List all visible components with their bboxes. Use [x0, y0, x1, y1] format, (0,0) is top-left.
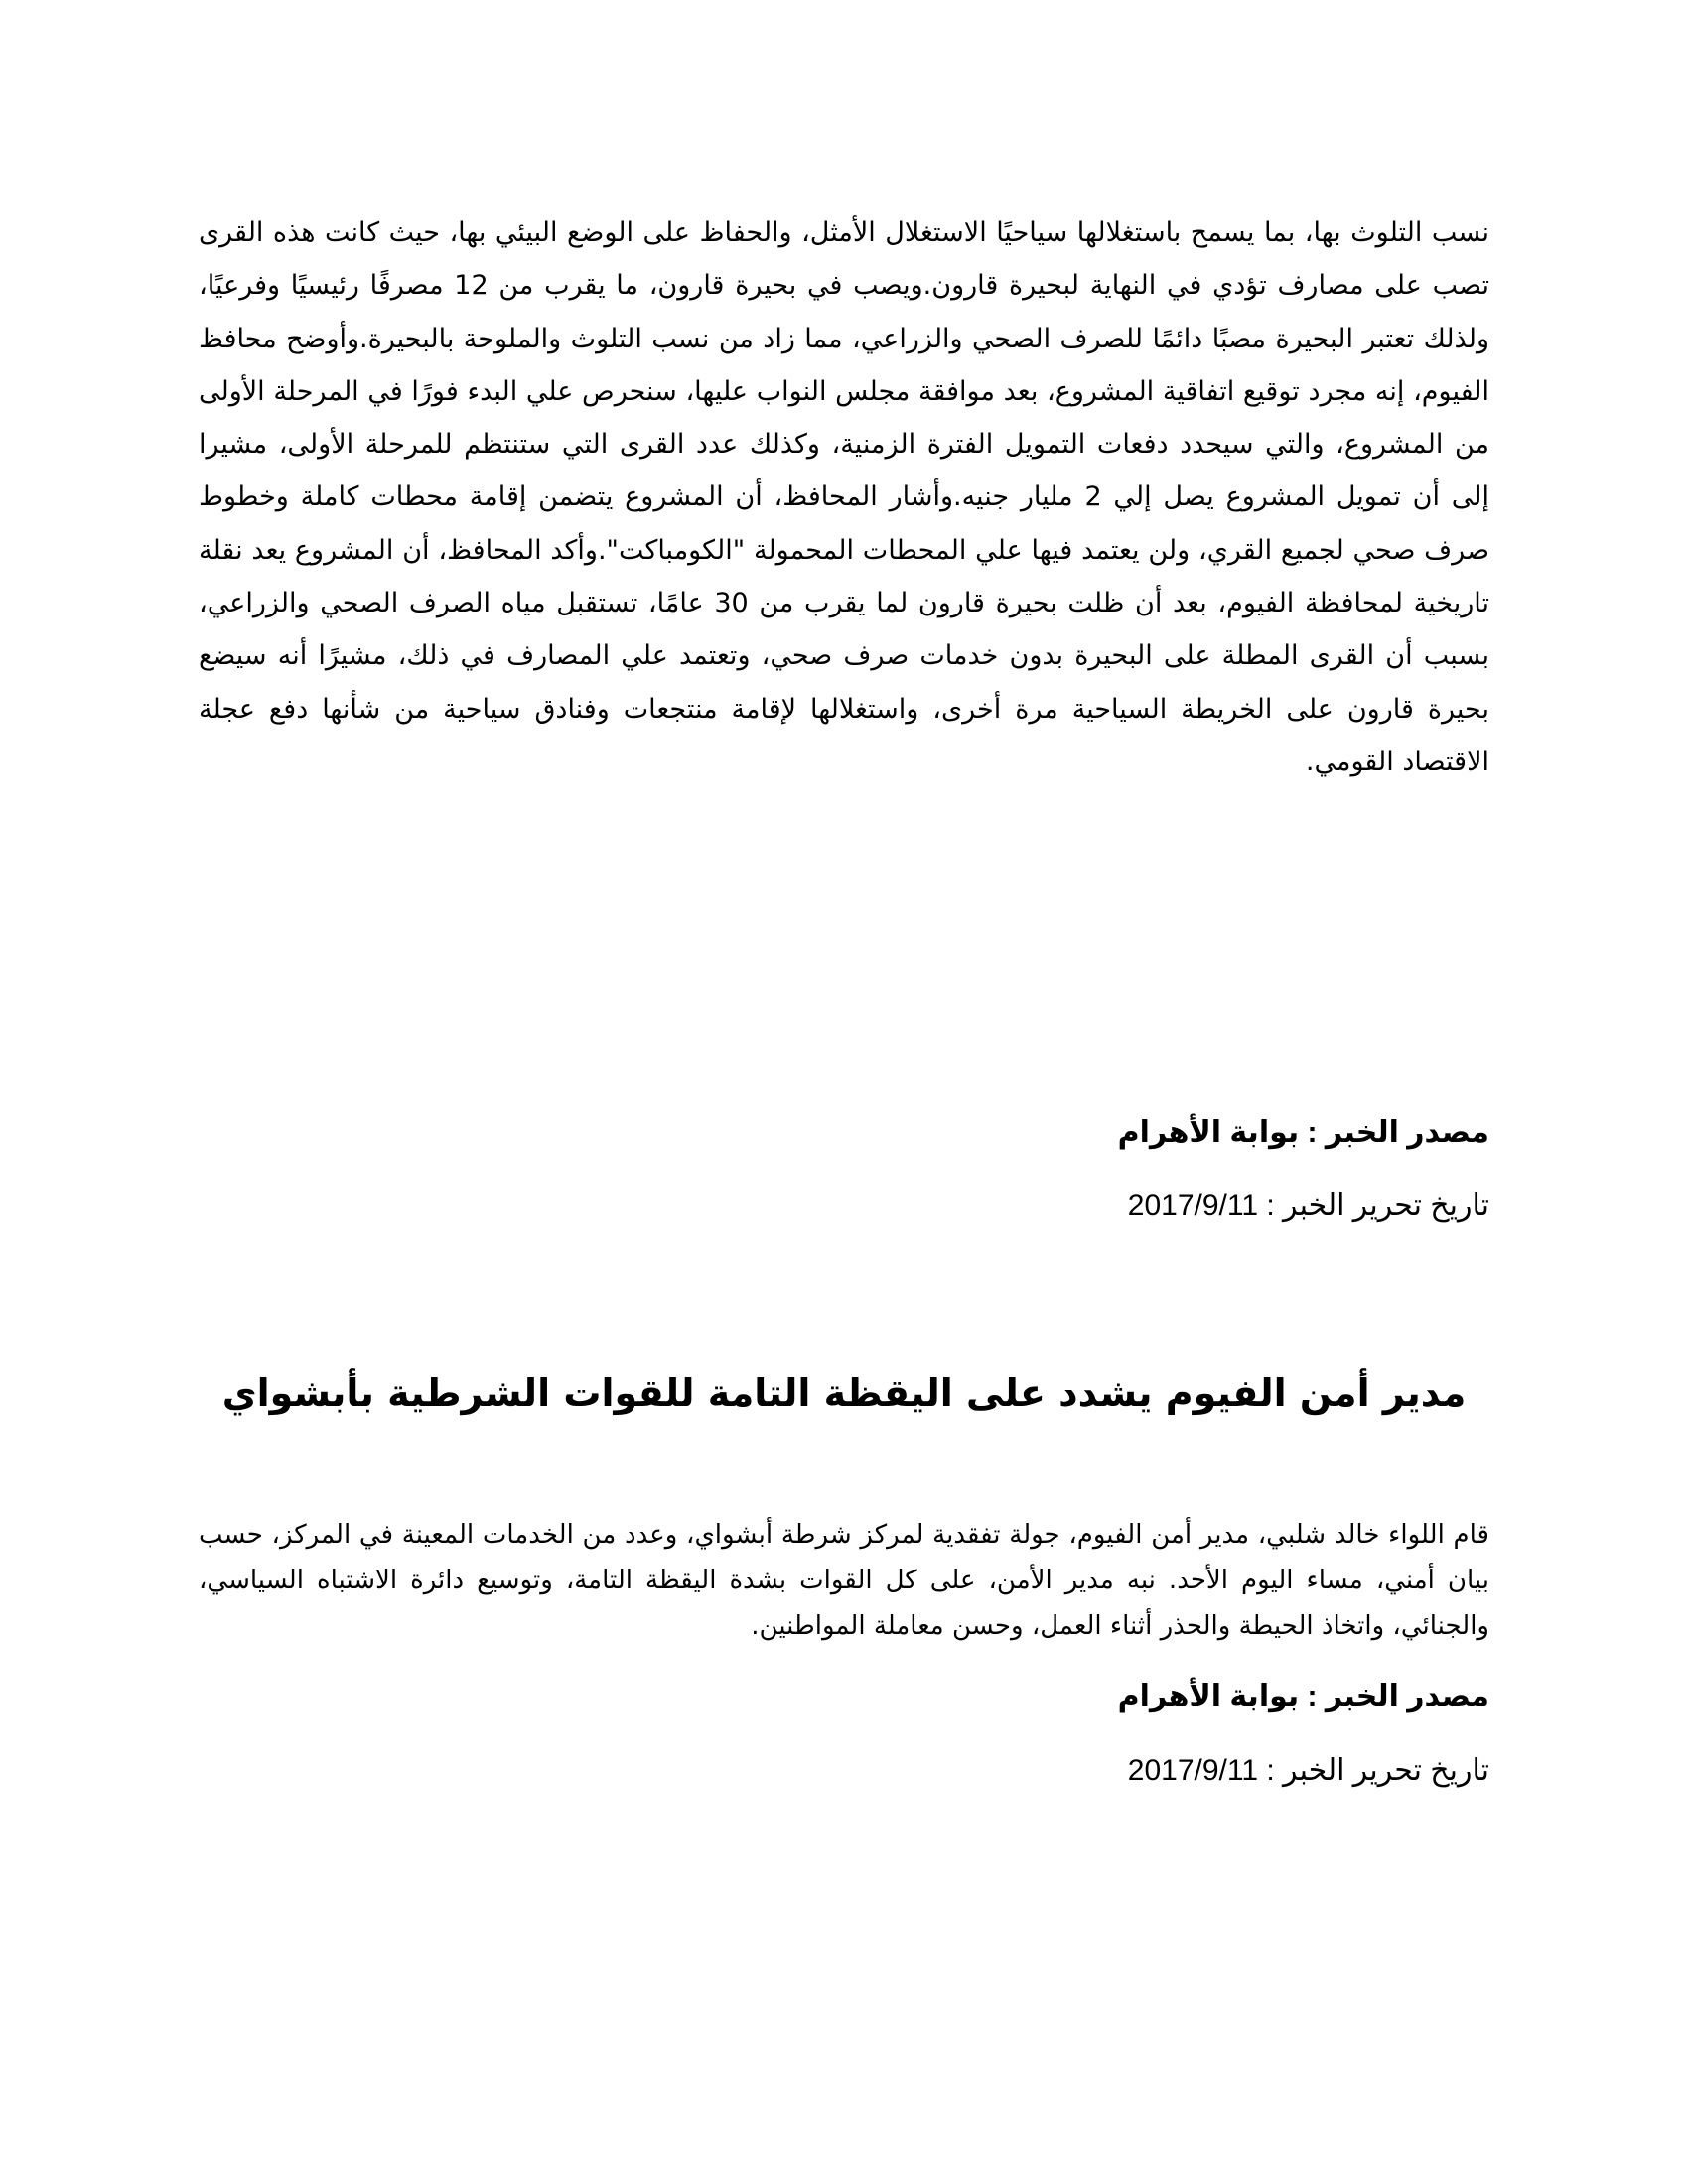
- article1-source: [199, 1113, 1489, 1153]
- article1-date: [199, 1186, 1489, 1226]
- article1-date-value: 2017/9/11: [1127, 1189, 1259, 1222]
- article2-source-value: بوابة الأهرام: [1117, 1680, 1300, 1712]
- article2-source: [199, 1677, 1489, 1716]
- article1-source-label: مصدر الخبر :: [1299, 1116, 1489, 1149]
- article2-headline: مدير أمن الفيوم يشدد على اليقظة التامة للقوات الشرطية بأبشواي: [221, 1371, 1467, 1415]
- article2-body: قام اللواء خالد شلبي، مدير أمن الفيوم، جولة تفقدية لمركز شرطة أبشواي، وعدد من الخدمات المعينة في المركز، حسب بيان أمني، مساء اليوم الأحد. نبه مدير الأمن، على كل القوات بشدة اليقظة التامة، وتوسيع دائرة الاشتباه السياسي، والجنائي، واتخاذ الحيطة والحذر أثناء العمل، وحسن معاملة المواطنين.: [199, 1520, 1489, 1641]
- article2-source-label: مصدر الخبر :: [1299, 1680, 1489, 1712]
- article1-date-label: تاريخ تحرير الخبر :: [1258, 1189, 1489, 1222]
- article2-date-label: تاريخ تحرير الخبر :: [1258, 1754, 1489, 1787]
- article2-date-value: 2017/9/11: [1127, 1754, 1259, 1787]
- article2-date: [199, 1751, 1489, 1791]
- article1-source-value: بوابة الأهرام: [1117, 1116, 1300, 1149]
- document-page: [199, 0, 1489, 2184]
- article1-body: نسب التلوث بها، بما يسمح باستغلالها سياحيًا الاستغلال الأمثل، والحفاظ على الوضع البيئي بها، حيث كانت هذه القرى تصب على مصارف تؤدي في النهاية لبحيرة قارون.ويصب في بحيرة قارون، ما يقرب من 12 مصرفًا رئيسيًا وفرعيًا، ولذلك تعتبر البحيرة مصبًا دائمًا للصرف الصحي والزراعي، مما زاد من نسب التلوث والملوحة بالبحيرة.وأوضح محافظ الفيوم، إنه مجرد توقيع اتفاقية المشروع، بعد موافقة مجلس النواب عليها، سنحرص علي البدء فورًا في المرحلة الأولى من المشروع، والتي سيحدد دفعات التمويل الفترة الزمنية، وكذلك عدد القرى التي ستنتظم للمرحلة الأولى، مشيرا إلى أن تمويل المشروع يصل إلي 2 مليار جنيه.وأشار المحافظ، أن المشروع يتضمن إقامة محطات كاملة وخطوط صرف صحي لجميع القري، ولن يعتمد فيها علي المحطات المحمولة "الكومباكت".وأكد المحافظ، أن المشروع يعد نقلة تاريخية لمحافظة الفيوم، بعد أن ظلت بحيرة قارون لما يقرب من 30 عامًا، تستقبل مياه الصرف الصحي والزراعي، بسبب أن القرى المطلة على البحيرة بدون خدمات صرف صحي، وتعتمد علي المصارف في ذلك، مشيرًا أنه سيضع بحيرة قارون على الخريطة السياحية مرة أخرى، واستغلالها لإقامة منتجعات وفنادق سياحية من شأنها دفع عجلة الاقتصاد القومي.: [199, 217, 1490, 777]
